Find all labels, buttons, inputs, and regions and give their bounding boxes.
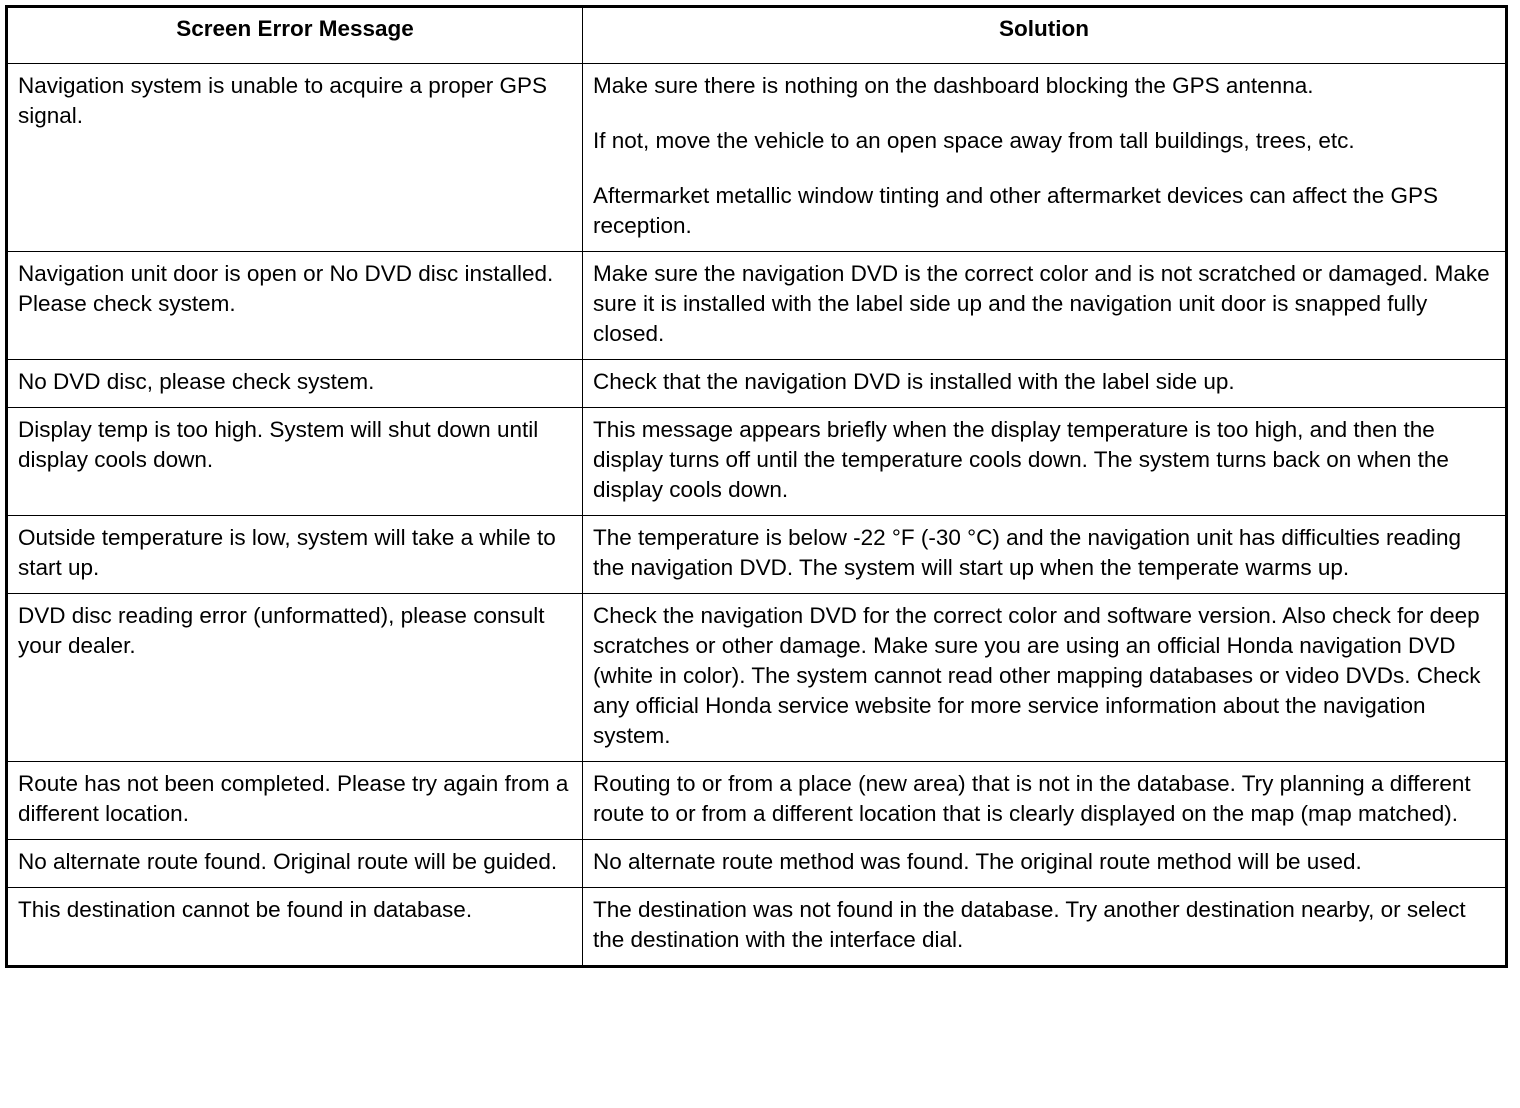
table-row: [7, 888, 1507, 967]
solution-cell: [583, 840, 1507, 888]
solution-paragraph: Make sure there is nothing on the dashboard blocking the GPS antenna.: [593, 73, 1314, 98]
header-screen-error-message: Screen Error Message: [7, 7, 583, 64]
error-message-cell: Display temp is too high. System will shut down until display cools down.: [7, 408, 583, 516]
solution-cell: [583, 360, 1507, 408]
table-body: [7, 64, 1507, 967]
solution-paragraph: The temperature is below -22 °F (-30 °C) and the navigation unit has difficulties reading the navigation DVD. The system will start up when the temperate warms up.: [593, 525, 1462, 580]
error-message-table: [5, 5, 1508, 968]
error-message-cell: Navigation unit door is open or No DVD disc installed. Please check system.: [7, 252, 583, 360]
solution-cell: [583, 594, 1507, 762]
error-message-cell: Navigation system is unable to acquire a proper GPS signal.: [7, 64, 583, 252]
solution-cell: [583, 888, 1507, 967]
error-message-cell: Outside temperature is low, system will take a while to start up.: [7, 516, 583, 594]
error-message-cell: Route has not been completed. Please try again from a different location.: [7, 762, 583, 840]
solution-cell: [583, 408, 1507, 516]
header-solution: Solution: [583, 7, 1507, 64]
table-row: [7, 762, 1507, 840]
table-row: [7, 64, 1507, 252]
solution-cell: [583, 762, 1507, 840]
solution-paragraph: Routing to or from a place (new area) that is not in the database. Try planning a different route to or from a different location that is clearly displayed on the map (map matched).: [593, 771, 1471, 826]
table-header-row: [7, 7, 1507, 64]
solution-paragraph: Aftermarket metallic window tinting and other aftermarket devices can affect the GPS reception.: [593, 183, 1438, 238]
solution-paragraph: The destination was not found in the database. Try another destination nearby, or select the destination with the interface dial.: [593, 897, 1466, 952]
error-message-cell: This destination cannot be found in database.: [7, 888, 583, 967]
solution-paragraph: This message appears briefly when the display temperature is too high, and then the display turns off until the temperature cools down. The system turns back on when the display cools down.: [593, 417, 1449, 502]
table-row: [7, 840, 1507, 888]
error-message-cell: DVD disc reading error (unformatted), please consult your dealer.: [7, 594, 583, 762]
error-message-cell: No DVD disc, please check system.: [7, 360, 583, 408]
solution-cell: [583, 252, 1507, 360]
solution-paragraph: Check that the navigation DVD is installed with the label side up.: [593, 369, 1235, 394]
solution-paragraph: No alternate route method was found. The original route method will be used.: [593, 849, 1362, 874]
solution-paragraph: Make sure the navigation DVD is the correct color and is not scratched or damaged. Make sure it is installed with the label side up and the navigation unit door is snapped fully closed.: [593, 261, 1490, 346]
table-row: [7, 594, 1507, 762]
table-row: [7, 252, 1507, 360]
table-row: [7, 516, 1507, 594]
solution-cell: [583, 64, 1507, 252]
solution-paragraph: If not, move the vehicle to an open space away from tall buildings, trees, etc.: [593, 128, 1355, 153]
table-row: [7, 408, 1507, 516]
table-row: [7, 360, 1507, 408]
solution-paragraph: Check the navigation DVD for the correct color and software version. Also check for deep scratches or other damage. Make sure you are using an official Honda navigation DVD (white in color). The system cannot read other mapping databases or video DVDs. Check any official Honda service website for more service information about the navigation system.: [593, 603, 1481, 748]
error-message-cell: No alternate route found. Original route will be guided.: [7, 840, 583, 888]
solution-cell: [583, 516, 1507, 594]
